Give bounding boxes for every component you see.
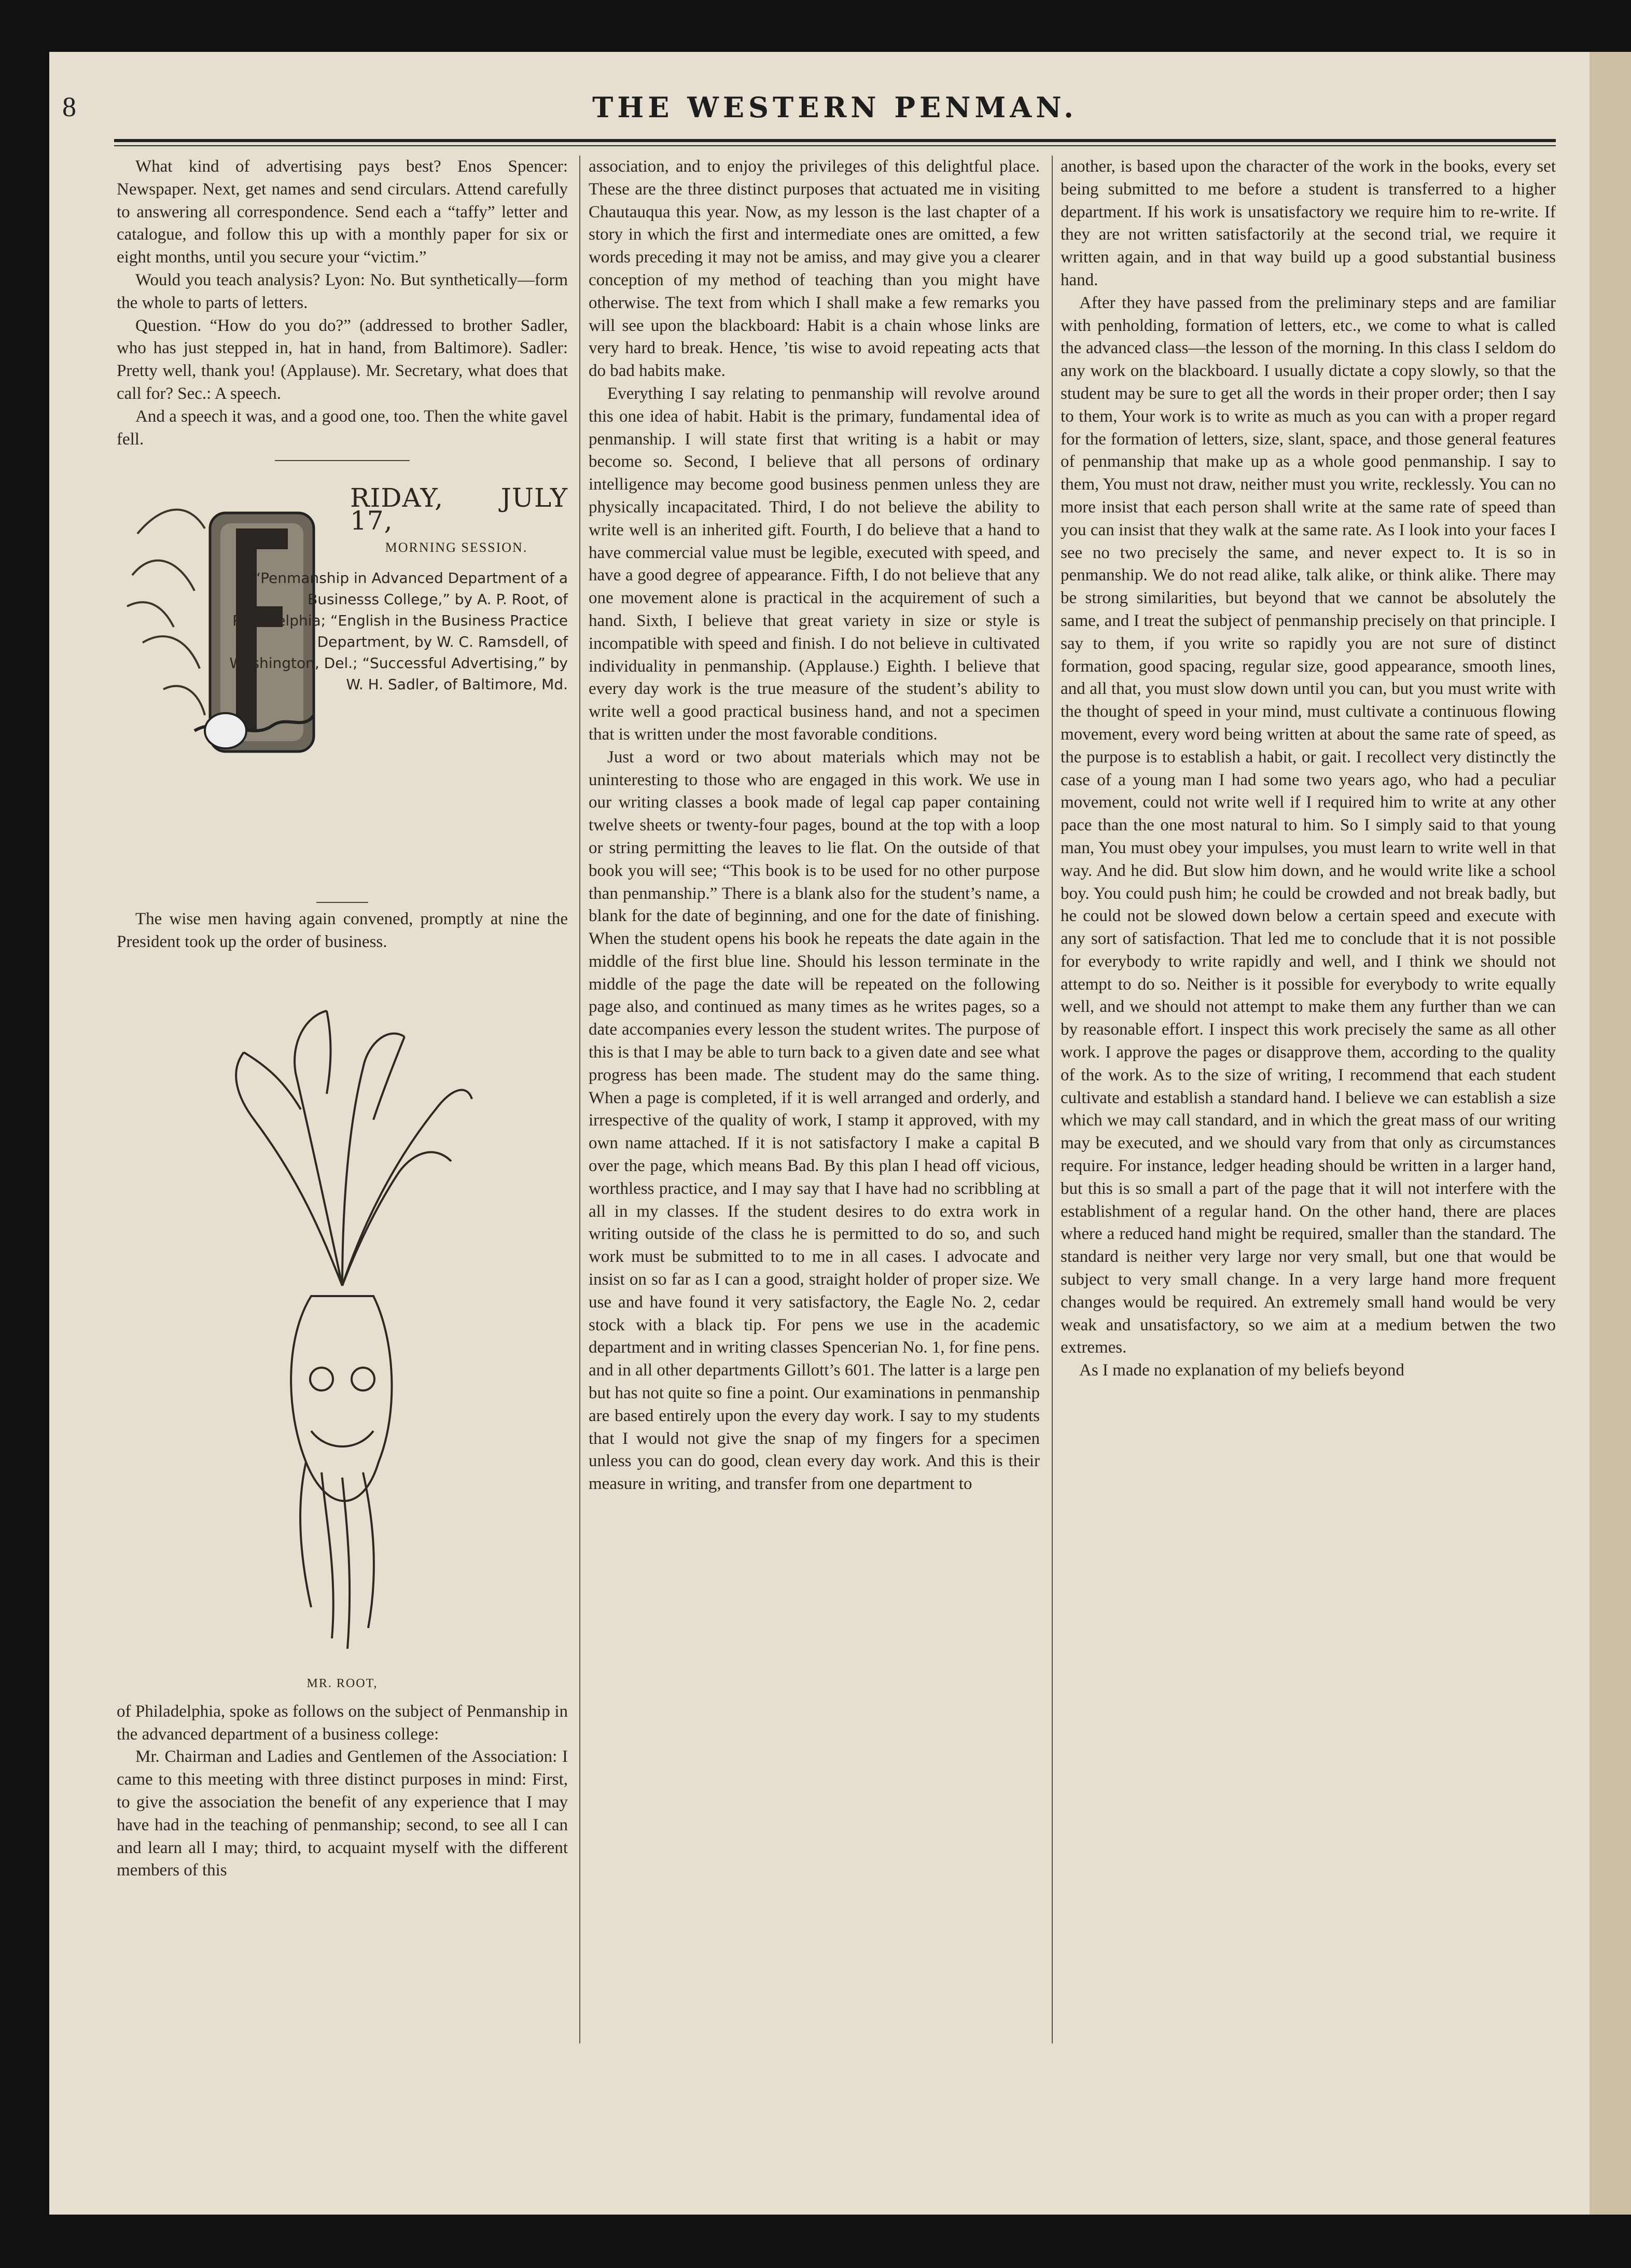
caricature-illustration (207, 964, 477, 1669)
paragraph: association, and to enjoy the privileges of this delightful place. These are the three distinct purposes that actuated me in visiting Chautauqua this year. Now, as my lesson is the last chapter of a story in which the first and intermediate ones are omitted, a few words preceding it may not be amiss, and may give you a clearer conception of my method of teaching than you might have otherwise. The text from which I shall make a few remarks you will see upon the blackboard: Habit is a chain whose links are very hard to break. Hence, ’tis wise to avoid repeating acts that do bad habits make. (589, 157, 1040, 381)
column-divider (579, 156, 580, 2043)
paragraph: Just a word or two about materials which may not be uninteresting to those who are engaged in this work. We use in our writing classes a book made of legal cap paper containing twelve sheets or twenty-four pages, bound at the top with a loop or string permitting the leaves to lie flat. On the outside of that book you will see; “This book is to be used for no other purpose than penmanship.” There is a blank also for the student’s name, a blank for the date of beginning, and one for the date of finishing. When the student opens his book he repeats the date again in the middle of the first blue line. Should his lesson terminate in the middle of the page the date will be repeated on the following page also, and continued as many times as he writes pages, so a date accompanies every lesson the student writes. The purpose of this is that I may be able to turn back to a given date and see what progress has been made. The student may do the same thing. When a page is completed, if it is well arranged and orderly, and irrespective of the quality of work, I stamp it approved, with my own name attached. If it is not satisfactory I make a capital B over the page, which means Bad. By this plan I head off vicious, worthless practice, and I may say that I have had no scribbling at all in my classes. If the student desires to do extra work in writing outside of the class he is permitted to do so, and such work must be submitted to to me in all cases. I advocate and insist on so far as I can a good, straight holder of proper size. We use and have found it very satisfactory, the Eagle No. 2, cedar stock with a black tip. For pens we use in the academic department and in writing classes Spencerian No. 1, for fine pens. and in all other departments Gillott’s 601. The latter is a large pen but has not quite so fine a point. Our examinations in penmanship are based entirely upon the every day work. I say to my students that I would not give the snap of my fingers for a specimen unless you can do good, clean every day work. And this is their measure in writing, and transfer from one department to (589, 747, 1040, 1494)
paragraph: Question. “How do you do?” (addressed to brother Sadler, who has just stepped in, hat in hand, from Baltimore). Sadler: Pretty well, thank you! (Applause). Mr. Secretary, what does that call for? Sec.: A speech. (117, 316, 568, 403)
page-number: 8 (62, 91, 76, 122)
paragraph: After they have passed from the preliminary steps and are familiar with penholding, formation of letters, etc., we come to what is called the advanced class—the lesson of the morning. In this class I seldom do any work on the blackboard. I usually dictate a copy slowly, so that the student may be sure to get all the words in their proper order; then I say to them, Your work is to write as much as you can with a proper regard for the formation of letters, size, slant, space, and those general features of penmanship that make up as a whole good penmanship. I say to them, You must not draw, neither must you write, recklessly. You can no more insist that each person shall write at the same rate of speed than you can insist that they walk at the same rate. As I look into your faces I see no two precisely the same, and never expect to. It is so in penmanship. We do not read alike, talk alike, or think alike. There may be strong similarities, but beyond that we cannot be absolutely the same, and I treat the subject of penmanship precisely on that principle. I say to them, if you write so rapidly you are not sure of distinct formation, good spacing, regular size, good appearance, smooth lines, and all that, you must slow down until you can, but you must write with the thought of speed in your mind, must cultivate a continuous flowing movement, every word being written at about the same rate of speed, as the purpose is to establish a habit, or gait. I recollect very distinctly the case of a young man I had some two years ago, who had a peculiar movement, could not write well if I required him to write at any other pace than the one most natural to him. So I simply said to that young man, You must obey your impulses, you must learn to write well in that way. And he did. But slow him down, and he would write like a school boy. You could push him; he could be crowded and not break badly, but he could not be slowed down below a certain speed and execute with any sort of satisfaction. That led me to conclude that it is not possible for everybody to write rapidly and well, and I think we should not attempt to do so. Neither is it possible for everybody to write equally well, and we should not attempt to make them any further than we can by reasonable effort. I inspect this work precisely the same as all other work. I approve the pages or disapprove them, according to the quality of the work. As to the size of writing, I recommend that each student cultivate and establish a standard hand. I believe we can establish a size which we may call standard, and in which the great mass of our writing may be executed, and we should vary from that only as circumstances require. For instance, ledger heading should be written in a larger hand, but this is so small a part of the page that it will not interfere with the establishment of a regular hand. On the other hand, there are places where a reduced hand might be required, smaller than the standard. The standard is neither very large nor very small, but one that would be subject to very small change. In a very large hand more frequent changes would be required. An extremely small hand would be very weak and unsatisfactory, so we aim at a medium betwen the two extremes. (1061, 293, 1556, 1357)
paragraph: As I made no explanation of my beliefs beyond (1079, 1361, 1404, 1380)
session-program: “Penmanship in Advanced Department of a Businesss College,” by A. P. Root, of Philadelphia; “English in the Business Practice Department, by W. C. Ramsdell, of Washington, Del.; “Successful Advertising,” by W. H. Sadler, of Baltimore, Md. (229, 569, 568, 693)
column-3 (1061, 156, 1556, 2075)
paragraph: Mr. Chairman and Ladies and Gentlemen of the Association: I came to this meeting with three distinct purposes in mind: First, to give the association the benefit of any experience that I may have had in the teaching of penmanship; second, to see all I can and learn all I may; third, to acquaint myself with the different members of this (117, 1747, 568, 1880)
column-2 (589, 156, 1040, 2075)
paragraph: another, is based upon the character of the work in the books, every set being submitted to me before a student is transferred to a higher department. If his work is unsatisfactory we require him to re-write. If they are not written satisfactorily at the second trial, we require it written again, and in that way build up a good substantial business hand. (1061, 157, 1556, 289)
column-divider (1052, 156, 1053, 2043)
paragraph: The wise men having again convened, promptly at nine the President took up the order of business. (117, 910, 568, 952)
header-rule (114, 139, 1556, 142)
page-header (114, 0, 1556, 156)
session-heading: RIDAY, JULY 17, (350, 483, 568, 536)
session-subheading: MORNING SESSION. (385, 540, 528, 555)
header-rule-thin (114, 145, 1556, 146)
paragraph: Everything I say relating to penmanship will revolve around this one idea of habit. Habit is the primary, fundamental idea of penmanship. I will state first that writing is a habit or may become so. Second, I believe that all persons of ordinary intelligence may become good business penmen unless they are physically incapacitated. Third, I do not believe the ability to write well is an inherited gift. Fourth, I do believe that a hand to have commercial value must be legible, executed with speed, and have a good degree of appearance. Fifth, I do not believe that any one movement alone is practical in the acquirement of such a hand. Sixth, I believe that great variety in size or style is incompatible with speed and finish. I do not believe in cultivated individuality in penmanship. (Applause.) Eighth. I believe that every day work is the true measure of the student’s ability to write well a good practical business hand, and not a specimen that is written under the most favorable conditions. (589, 384, 1040, 744)
portrait-caption: MR. ROOT, (306, 1676, 378, 1690)
paragraph: Would you teach analysis? Lyon: No. But synthetically—form the whole to parts of letters. (117, 270, 568, 312)
column-1 (117, 156, 568, 1882)
paragraph: What kind of advertising pays best? Enos Spencer: Newspaper. Next, get names and send circulars. Attend carefully to answering all correspondence. Send each a “taffy” letter and catalogue, and follow this up with a monthly paper for six or eight months, until you secure your “victim.” (117, 157, 568, 267)
journal-title: THE WESTERN PENMAN. (592, 91, 1078, 124)
section-rule (316, 902, 368, 903)
section-rule (275, 460, 410, 461)
page-edge (1590, 52, 1631, 2215)
session-block (117, 471, 568, 897)
paragraph: And a speech it was, and a good one, too. Then the white gavel fell. (117, 407, 568, 449)
paragraph: of Philadelphia, spoke as follows on the subject of Penmanship in the advanced department of a business college: (117, 1702, 568, 1744)
